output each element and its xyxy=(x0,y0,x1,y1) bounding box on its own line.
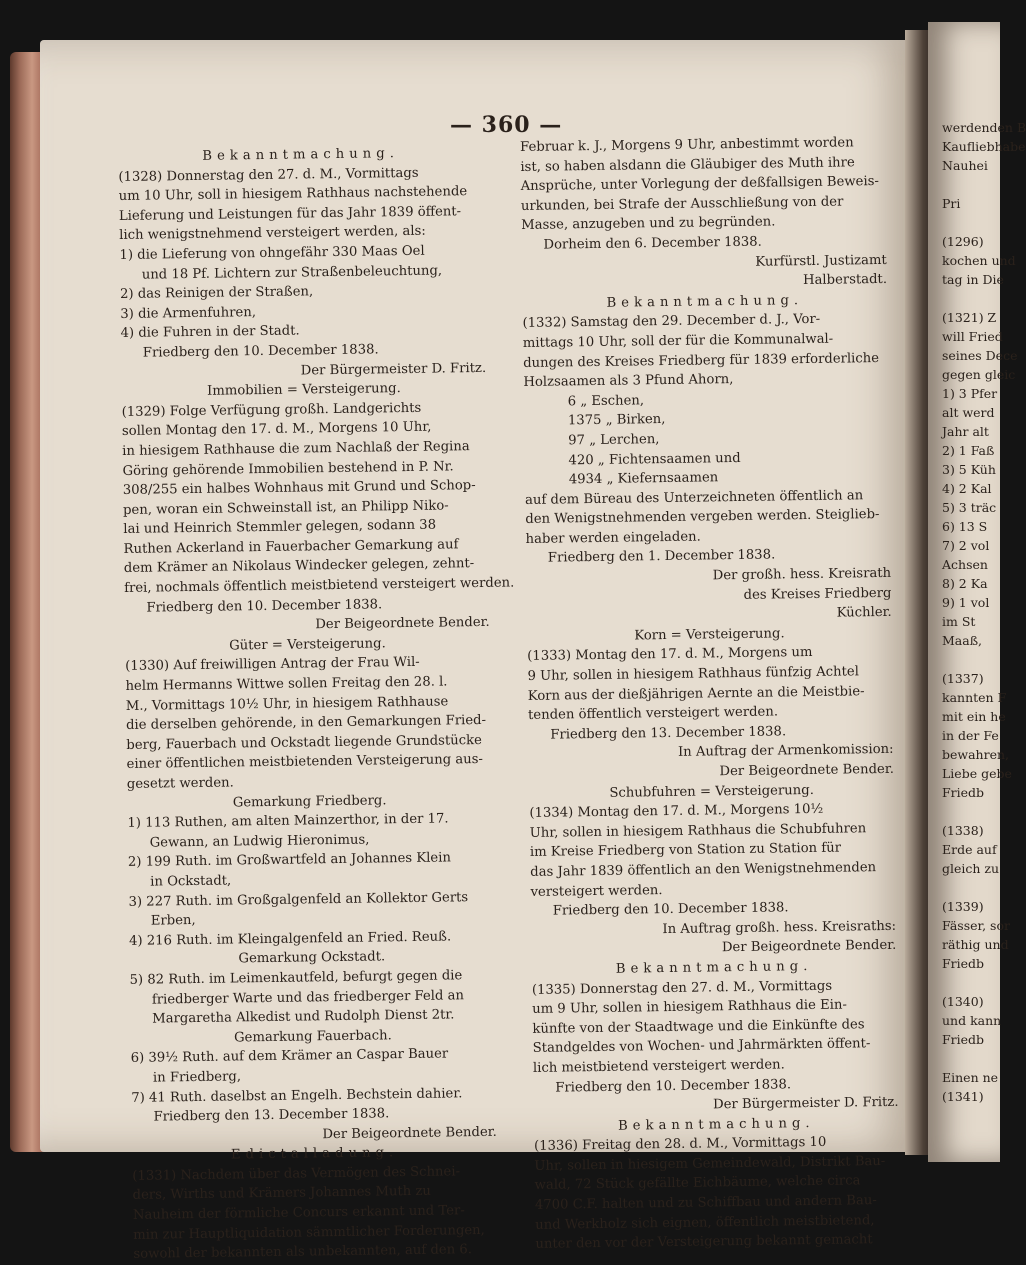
text-line: dungen des Kreises Friedberg für 1839 erforderliche xyxy=(523,350,880,371)
text-line: Uhr, sollen in hiesigem Gemeindewald, Distrikt Bau- xyxy=(534,1153,886,1174)
next-page-line: tag in Die xyxy=(942,272,1004,287)
text-line: Schubfuhren = Versteigerung. xyxy=(609,782,814,801)
next-page-line: 2) 1 Faß xyxy=(942,443,995,458)
text-line: Kurfürstl. Justizamt xyxy=(755,252,887,270)
text-line: frei, nochmals öffentlich meistbietend versteigert werden. xyxy=(124,575,515,597)
next-page-line: gegen gleic xyxy=(942,367,1016,382)
text-line: Gemarkung Ockstadt. xyxy=(238,949,386,967)
text-line: dem Krämer an Nikolaus Windecker gelegen, zehnt- xyxy=(123,556,475,577)
next-page-line: in der Fe xyxy=(942,728,999,743)
text-line: sollen Montag den 17. d. M., Morgens 10 Uhr, xyxy=(121,419,432,440)
next-page-line: 6) 13 S xyxy=(942,519,988,534)
next-page-line: 4) 2 Kal xyxy=(942,481,992,496)
text-line: des Kreises Friedberg xyxy=(743,585,892,603)
right-page-fragment xyxy=(928,22,1026,1162)
next-page-line: Pri xyxy=(942,196,961,211)
next-page-line: Jahr alt xyxy=(942,424,989,439)
next-page-line: Friedb xyxy=(942,1032,985,1047)
text-line: Ansprüche, unter Vorlegung der deßfallsigen Beweis- xyxy=(520,174,879,195)
text-line: Erben, xyxy=(150,913,196,929)
next-page-line xyxy=(942,973,1022,992)
text-line: Uhr, sollen in hiesigem Rathhaus die Schubfuhren xyxy=(529,821,867,841)
text-line: 3) die Armenfuhren, xyxy=(120,304,257,322)
next-page-line xyxy=(942,213,1022,232)
text-line: Bekanntmachung. xyxy=(617,1115,815,1134)
text-line: Korn aus der dießjährigen Aernte an die Meistbie- xyxy=(527,683,865,704)
text-line: Der Beigeordnete Bender. xyxy=(315,615,490,633)
next-page-line: Friedb xyxy=(942,785,985,800)
next-page-line: kannten F xyxy=(942,690,1007,705)
text-line: haber werden eingeladen. xyxy=(525,529,701,547)
text-line: Friedberg den 10. December 1838. xyxy=(146,597,383,616)
text-line: Gemarkung Friedberg. xyxy=(232,792,387,811)
text-line: gesetzt werden. xyxy=(126,775,234,792)
next-page-line: seines Dece xyxy=(942,348,1018,363)
text-line: Holzsaamen als 3 Pfund Ahorn, xyxy=(523,372,734,391)
next-page-line: (1338) xyxy=(942,823,984,838)
text-line: Standgeldes von Wochen- und Jahrmärkten öffent- xyxy=(532,1036,871,1057)
text-line: In Auftrag großh. hess. Kreisraths: xyxy=(662,918,897,937)
next-page-line: (1337) xyxy=(942,671,984,686)
next-page-line: und kann xyxy=(942,1013,1002,1028)
text-line: 4700 C.F. halten und zu Schiffbau und andern Bau- xyxy=(534,1193,877,1213)
text-line: 4) die Fuhren in der Stadt. xyxy=(120,323,300,342)
text-line: unter den vor der Versteigerung bekannt gemacht xyxy=(535,1232,873,1253)
text-line: 420 „ Fichtensaamen und xyxy=(568,450,741,468)
next-page-line: kochen und xyxy=(942,253,1016,268)
text-line: und Werkholz sich eignen, öffentlich meistbietend, xyxy=(535,1212,875,1233)
text-line: Der Beigeordnete Bender. xyxy=(719,761,894,780)
text-line: Der Beigeordnete Bender. xyxy=(322,1124,497,1142)
text-line: 6 „ Eschen, xyxy=(567,393,645,410)
text-line: 6) 39½ Ruth. auf dem Krämer an Caspar Bauer xyxy=(130,1046,449,1067)
text-line: friedberger Warte und das friedberger Feld an xyxy=(151,987,465,1008)
text-line: 1) die Lieferung von ohngefähr 330 Maas Oel xyxy=(119,243,425,263)
left-column xyxy=(118,143,515,1265)
text-line: (1329) Folge Verfügung großh. Landgerichts xyxy=(121,400,422,420)
next-page-line xyxy=(942,289,1022,308)
next-page-line: Einen ne xyxy=(942,1070,999,1085)
text-line: 4) 216 Ruth. im Kleingalgenfeld an Fried. Reuß. xyxy=(128,929,452,949)
text-line: Friedberg den 10. December 1838. xyxy=(142,342,379,361)
text-line: (1328) Donnerstag den 27. d. M., Vormittags xyxy=(118,165,419,185)
next-page-line: Liebe gebe xyxy=(942,766,1012,781)
text-line: und 18 Pf. Lichtern zur Straßenbeleuchtung, xyxy=(141,263,443,283)
text-line: lich wenigstnehmend versteigert werden, als: xyxy=(119,224,426,244)
next-page-line xyxy=(942,1049,1022,1068)
text-line: Nauheim der förmliche Concurs erkannt und Ter- xyxy=(132,1203,465,1223)
next-page-line: mit ein he xyxy=(942,709,1006,724)
next-page-line: 1) 3 Pfer xyxy=(942,386,998,401)
text-line: Halberstadt. xyxy=(802,272,888,289)
text-line: min zur Hauptliquidation sämmtlicher Forderungen, xyxy=(133,1222,485,1243)
next-page-line xyxy=(942,175,1022,194)
text-line: auf dem Büreau des Unterzeichneten öffentlich an xyxy=(524,487,864,508)
next-page-line: alt werd xyxy=(942,405,995,420)
text-line: Der Bürgermeister D. Fritz. xyxy=(713,1094,899,1113)
text-line: 3) 227 Ruth. im Großgalgenfeld an Kollektor Gerts xyxy=(128,889,469,910)
text-line: 9 Uhr, sollen in hiesigem Rathhaus fünfzig Achtel xyxy=(527,664,859,684)
text-line: Der Beigeordnete Bender. xyxy=(721,938,897,956)
text-line: lai und Heinrich Stemmler gelegen, sodann 38 xyxy=(123,517,437,538)
next-page-line: Kaufliebhabe xyxy=(942,139,1026,154)
text-line: 308/255 ein halbes Wohnhaus mit Grund und Schop- xyxy=(122,478,476,499)
next-page-line: räthig und xyxy=(942,937,1009,952)
next-page-line: will Fried xyxy=(942,329,1003,344)
text-line: in hiesigem Rathhause die zum Nachlaß der Regina xyxy=(122,439,470,459)
next-page-line: (1341) xyxy=(942,1089,984,1104)
text-line: mittags 10 Uhr, soll der für die Kommunalwal- xyxy=(522,331,834,351)
next-page-line: 5) 3 träc xyxy=(942,500,997,515)
text-line: Korn = Versteigerung. xyxy=(634,626,785,644)
next-page-line: Maaß, xyxy=(942,633,983,648)
text-line: Gemarkung Fauerbach. xyxy=(233,1027,392,1046)
text-line: Güter = Versteigerung. xyxy=(229,636,386,654)
next-page-line: im St xyxy=(942,614,976,629)
next-page-line: Fässer, sor xyxy=(942,918,1010,933)
text-line: ders, Wirths und Krämers Johannes Muth zu xyxy=(132,1184,431,1204)
next-page-line: bewahren, xyxy=(942,747,1009,762)
text-line: Friedberg den 10. December 1838. xyxy=(552,900,789,919)
text-line: 1375 „ Birken, xyxy=(567,412,666,429)
next-page-line: 9) 1 vol xyxy=(942,595,990,610)
text-line: berg, Fauerbach und Ockstadt liegende Grundstücke xyxy=(126,732,482,753)
text-line: (1330) Auf freiwilligen Antrag der Frau Wil- xyxy=(125,655,420,675)
text-line: Lieferung und Leistungen für das Jahr 1839 öffent- xyxy=(118,203,462,224)
text-line: das Jahr 1839 öffentlich an den Wenigstnehmenden xyxy=(530,860,877,880)
text-line: Gewann, an Ludwig Hieronimus, xyxy=(149,832,370,851)
text-line: Ruthen Ackerland in Fauerbacher Gemarkung auf xyxy=(123,537,459,557)
next-page-line: (1321) Z xyxy=(942,310,997,325)
text-line: in Ockstadt, xyxy=(150,873,232,890)
text-line: Der Bürgermeister D. Fritz. xyxy=(300,360,487,379)
text-line: Immobilien = Versteigerung. xyxy=(206,381,401,399)
next-page-line: (1340) xyxy=(942,994,984,1009)
text-line: im Kreise Friedberg von Station zu Station für xyxy=(529,840,842,861)
text-line: 1) 113 Ruthen, am alten Mainzerthor, in der 17. xyxy=(127,811,449,832)
text-line: (1336) Freitag den 28. d. M., Vormittags 10 xyxy=(533,1135,827,1155)
text-line: den Wenigstnehmenden vergeben werden. Steiglieb- xyxy=(525,507,880,528)
next-page-line: 3) 5 Küh xyxy=(942,462,996,477)
text-line: Februar k. J., Morgens 9 Uhr, anbestimmt worden xyxy=(520,135,854,155)
text-line: Friedberg den 13. December 1838. xyxy=(550,724,787,743)
next-page-line: (1339) xyxy=(942,899,984,914)
text-line: urkunden, bei Strafe der Ausschließung von der xyxy=(520,194,844,214)
text-line: sowohl der bekannten als unbekannten, auf den 6. xyxy=(133,1242,473,1263)
text-line: Küchler. xyxy=(836,605,892,621)
text-line: pen, woran ein Schweinstall ist, an Philipp Niko- xyxy=(122,498,449,518)
text-line: Bekanntmachung. xyxy=(202,146,399,164)
text-line: in Friedberg, xyxy=(152,1069,242,1086)
text-line: um 10 Uhr, soll in hiesigem Rathhaus nachstehende xyxy=(118,184,468,205)
text-line: künfte von der Staadtwage und die Einkünfte des xyxy=(532,1016,865,1037)
text-line: In Auftrag der Armenkomission: xyxy=(677,742,894,761)
next-page-column xyxy=(942,118,1026,1106)
text-line: Bekanntmachung. xyxy=(606,292,804,311)
next-page-line: gleich zu xyxy=(942,861,1000,876)
text-line: wald, 72 Stück gefällte Eichbäume, welche circa xyxy=(534,1173,861,1194)
text-line: (1334) Montag den 17. d. M., Morgens 10½ xyxy=(529,802,824,822)
next-page-line: 8) 2 Ka xyxy=(942,576,988,591)
text-line: helm Hermanns Wittwe sollen Freitag den 28. l. xyxy=(125,674,448,694)
text-line: M., Vormittags 10½ Uhr, in hiesigem Rathhause xyxy=(125,694,449,714)
next-page-line xyxy=(942,650,1022,669)
page-number: — 360 — xyxy=(450,112,563,138)
text-line: Friedberg den 10. December 1838. xyxy=(555,1076,792,1096)
next-page-line: werdenden B xyxy=(942,120,1026,135)
right-column xyxy=(520,133,901,1255)
text-line: Margaretha Alkedist und Rudolph Dienst 2tr. xyxy=(152,1007,455,1027)
text-line: (1331) Nachdem über das Vermögen des Schnei- xyxy=(132,1164,461,1184)
text-line: die derselben gehörende, in den Gemarkungen Fried- xyxy=(125,713,487,734)
next-page-line: Nauhei xyxy=(942,158,988,173)
text-line: (1332) Samstag den 29. December d. J., Vor- xyxy=(522,312,821,332)
next-page-line: 7) 2 vol xyxy=(942,538,990,553)
text-line: Friedberg den 13. December 1838. xyxy=(153,1106,390,1125)
text-line: lich meistbietend versteigert werden. xyxy=(532,1057,785,1076)
text-line: Göring gehörende Immobilien bestehend in P. Nr. xyxy=(122,458,454,479)
text-line: 2) 199 Ruth. im Großwartfeld an Johannes Klein xyxy=(127,850,452,871)
next-page-line xyxy=(942,878,1022,897)
text-line: 2) das Reinigen der Straßen, xyxy=(119,284,314,303)
text-line: 5) 82 Ruth. im Leimenkautfeld, befurgt gegen die xyxy=(129,968,463,988)
text-line: Dorheim den 6. December 1838. xyxy=(543,234,762,253)
next-page-line: Friedb xyxy=(942,956,985,971)
text-line: 97 „ Lerchen, xyxy=(568,431,660,449)
next-page-line: Erde auf xyxy=(942,842,997,857)
text-line: ist, so haben alsdann die Gläubiger des Muth ihre xyxy=(520,154,855,175)
text-line: tenden öffentlich versteigert werden. xyxy=(527,704,779,724)
next-page-line: (1296) xyxy=(942,234,984,249)
text-line: um 9 Uhr, sollen in hiesigem Rathhaus die Ein- xyxy=(532,997,847,1018)
text-line: Der großh. hess. Kreisrath xyxy=(712,565,892,584)
text-line: Edictalladung. xyxy=(230,1145,399,1163)
text-line: (1333) Montag den 17. d. M., Morgens um xyxy=(527,645,813,665)
next-page-line: Achsen xyxy=(942,557,988,572)
text-line: 4934 „ Kiefernsaamen xyxy=(568,470,719,488)
text-line: versteigert werden. xyxy=(530,882,663,900)
text-line: Masse, anzugeben und zu begründen. xyxy=(521,214,776,234)
text-line: (1335) Donnerstag den 27. d. M., Vormittags xyxy=(531,978,833,998)
text-line: Bekanntmachung. xyxy=(615,958,813,977)
text-line: Friedberg den 1. December 1838. xyxy=(547,547,776,567)
text-line: einer öffentlichen meistbietenden Versteigerung aus- xyxy=(126,752,484,773)
text-line: 7) 41 Ruth. daselbst an Engelh. Bechstein dahier. xyxy=(131,1085,463,1106)
next-page-line xyxy=(942,802,1022,821)
